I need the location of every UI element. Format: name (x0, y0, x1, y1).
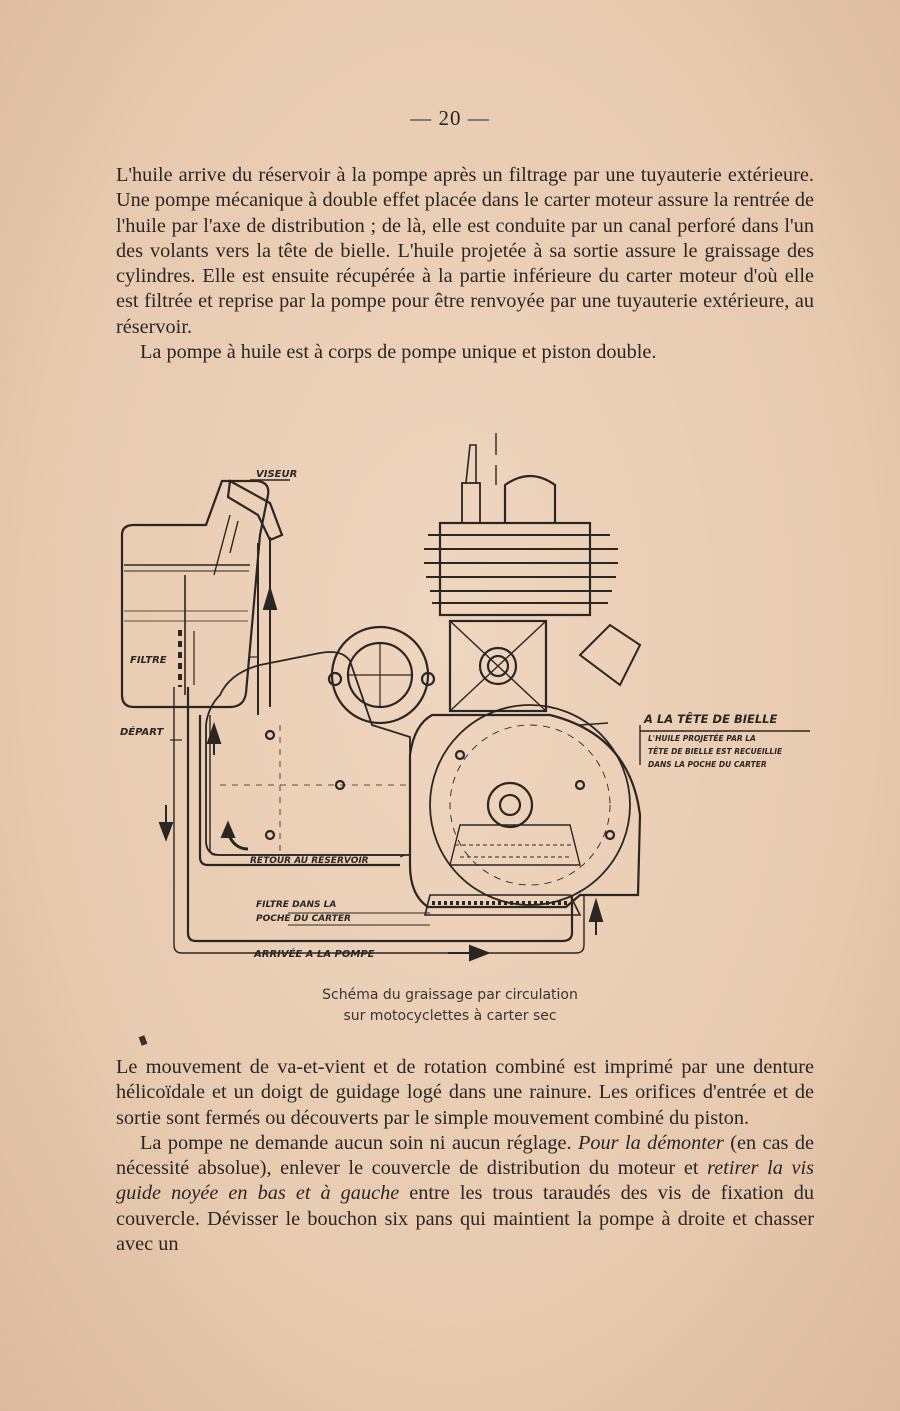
label-filtre-poche-1: FILTRE DANS LA (256, 900, 337, 910)
label-filtre-poche-2: POCHE DU CARTER (256, 914, 351, 924)
label-viseur: VISEUR (256, 469, 298, 480)
page-number: — 20 — (410, 106, 490, 130)
ink-speck (139, 1035, 148, 1046)
viseur-sight-glass (228, 480, 290, 540)
maintenance-text-d: retirer la vis guide noyée en bas et à gauche (116, 1157, 815, 1205)
paragraph-oil-circuit: L'huile arrive du réservoir à la pompe après un filtrage par une tuyauterie extérieure. Une pompe mécanique à double effet placée dans le carter moteur assure la rentrée de l'huile par l'axe de distribution ; de là, elle est conduite par un canal perforé dans l'un des volants vers la tête de bielle. L'huile projetée à sa sortie assure le graissage des cylindres. Elle est ensuite récupérée à la partie inférieure du carter moteur d'où elle est filtrée et reprise par la pompe pour être renvoyée par une tuyauterie extérieure, au réservoir. (116, 164, 814, 338)
paragraph-pump-body: La pompe à huile est à corps de pompe unique et piston double. (140, 341, 657, 364)
caption-line-2: sur motocyclettes à carter sec (343, 1008, 557, 1024)
figure-caption (0, 985, 900, 1027)
engine-cylinder (424, 433, 640, 711)
lubrication-diagram (110, 425, 830, 970)
bottom-text (116, 1055, 814, 1257)
label-tete-bielle: A LA TÊTE DE BIELLE (644, 712, 778, 726)
label-retour-reservoir: RETOUR AU RÉSERVOIR (250, 856, 369, 866)
label-filtre: FILTRE (130, 655, 167, 666)
right-arrow-icon (448, 946, 488, 960)
label-depart: DÉPART (120, 727, 164, 738)
distribution-cover (206, 627, 434, 855)
down-arrow-icon (160, 805, 172, 839)
maintenance-text-c: (en cas de nécessité absolue), enlever le couvercle de distribution du moteur et (116, 1131, 815, 1180)
lubrication-diagram-svg (110, 425, 830, 970)
label-note-line3: DANS LA POCHE DU CARTER (648, 760, 767, 769)
label-note-line2: TÊTE DE BIELLE EST RECUEILLIE (648, 747, 783, 756)
curved-arrow-icon (222, 823, 248, 849)
label-arrivee-pompe: ARRIVÉE A LA POMPE (254, 949, 375, 960)
oil-tank (122, 481, 268, 707)
paragraph-pump-movement: Le mouvement de va-et-vient et de rotation combiné est imprimé par une denture hélicoïdale et un doigt de guidage logé dans une rainure. Les orifices d'entrée et de sortie sont fermés ou découverts par le simple mouvement combiné du piston. (116, 1056, 814, 1129)
maintenance-text-b: Pour la démonter (577, 1131, 724, 1154)
up-arrow-icon-3 (590, 901, 602, 935)
label-note-line1: L'HUILE PROJETÉE PAR LA (648, 734, 756, 743)
top-text (116, 163, 814, 365)
maintenance-text-e: entre les trous taraudés des vis de fixation du couvercle. Dévisser le bouchon six pans qui maintient la pompe à droite et chasser avec un (116, 1182, 814, 1256)
paragraph-pump-maintenance (116, 1131, 814, 1257)
crankcase-flywheel (410, 705, 640, 915)
maintenance-text-a: La pompe ne demande aucun soin ni aucun réglage. (140, 1131, 578, 1154)
caption-line-1: Schéma du graissage par circulation (322, 987, 578, 1003)
up-arrow-icon (264, 589, 276, 625)
